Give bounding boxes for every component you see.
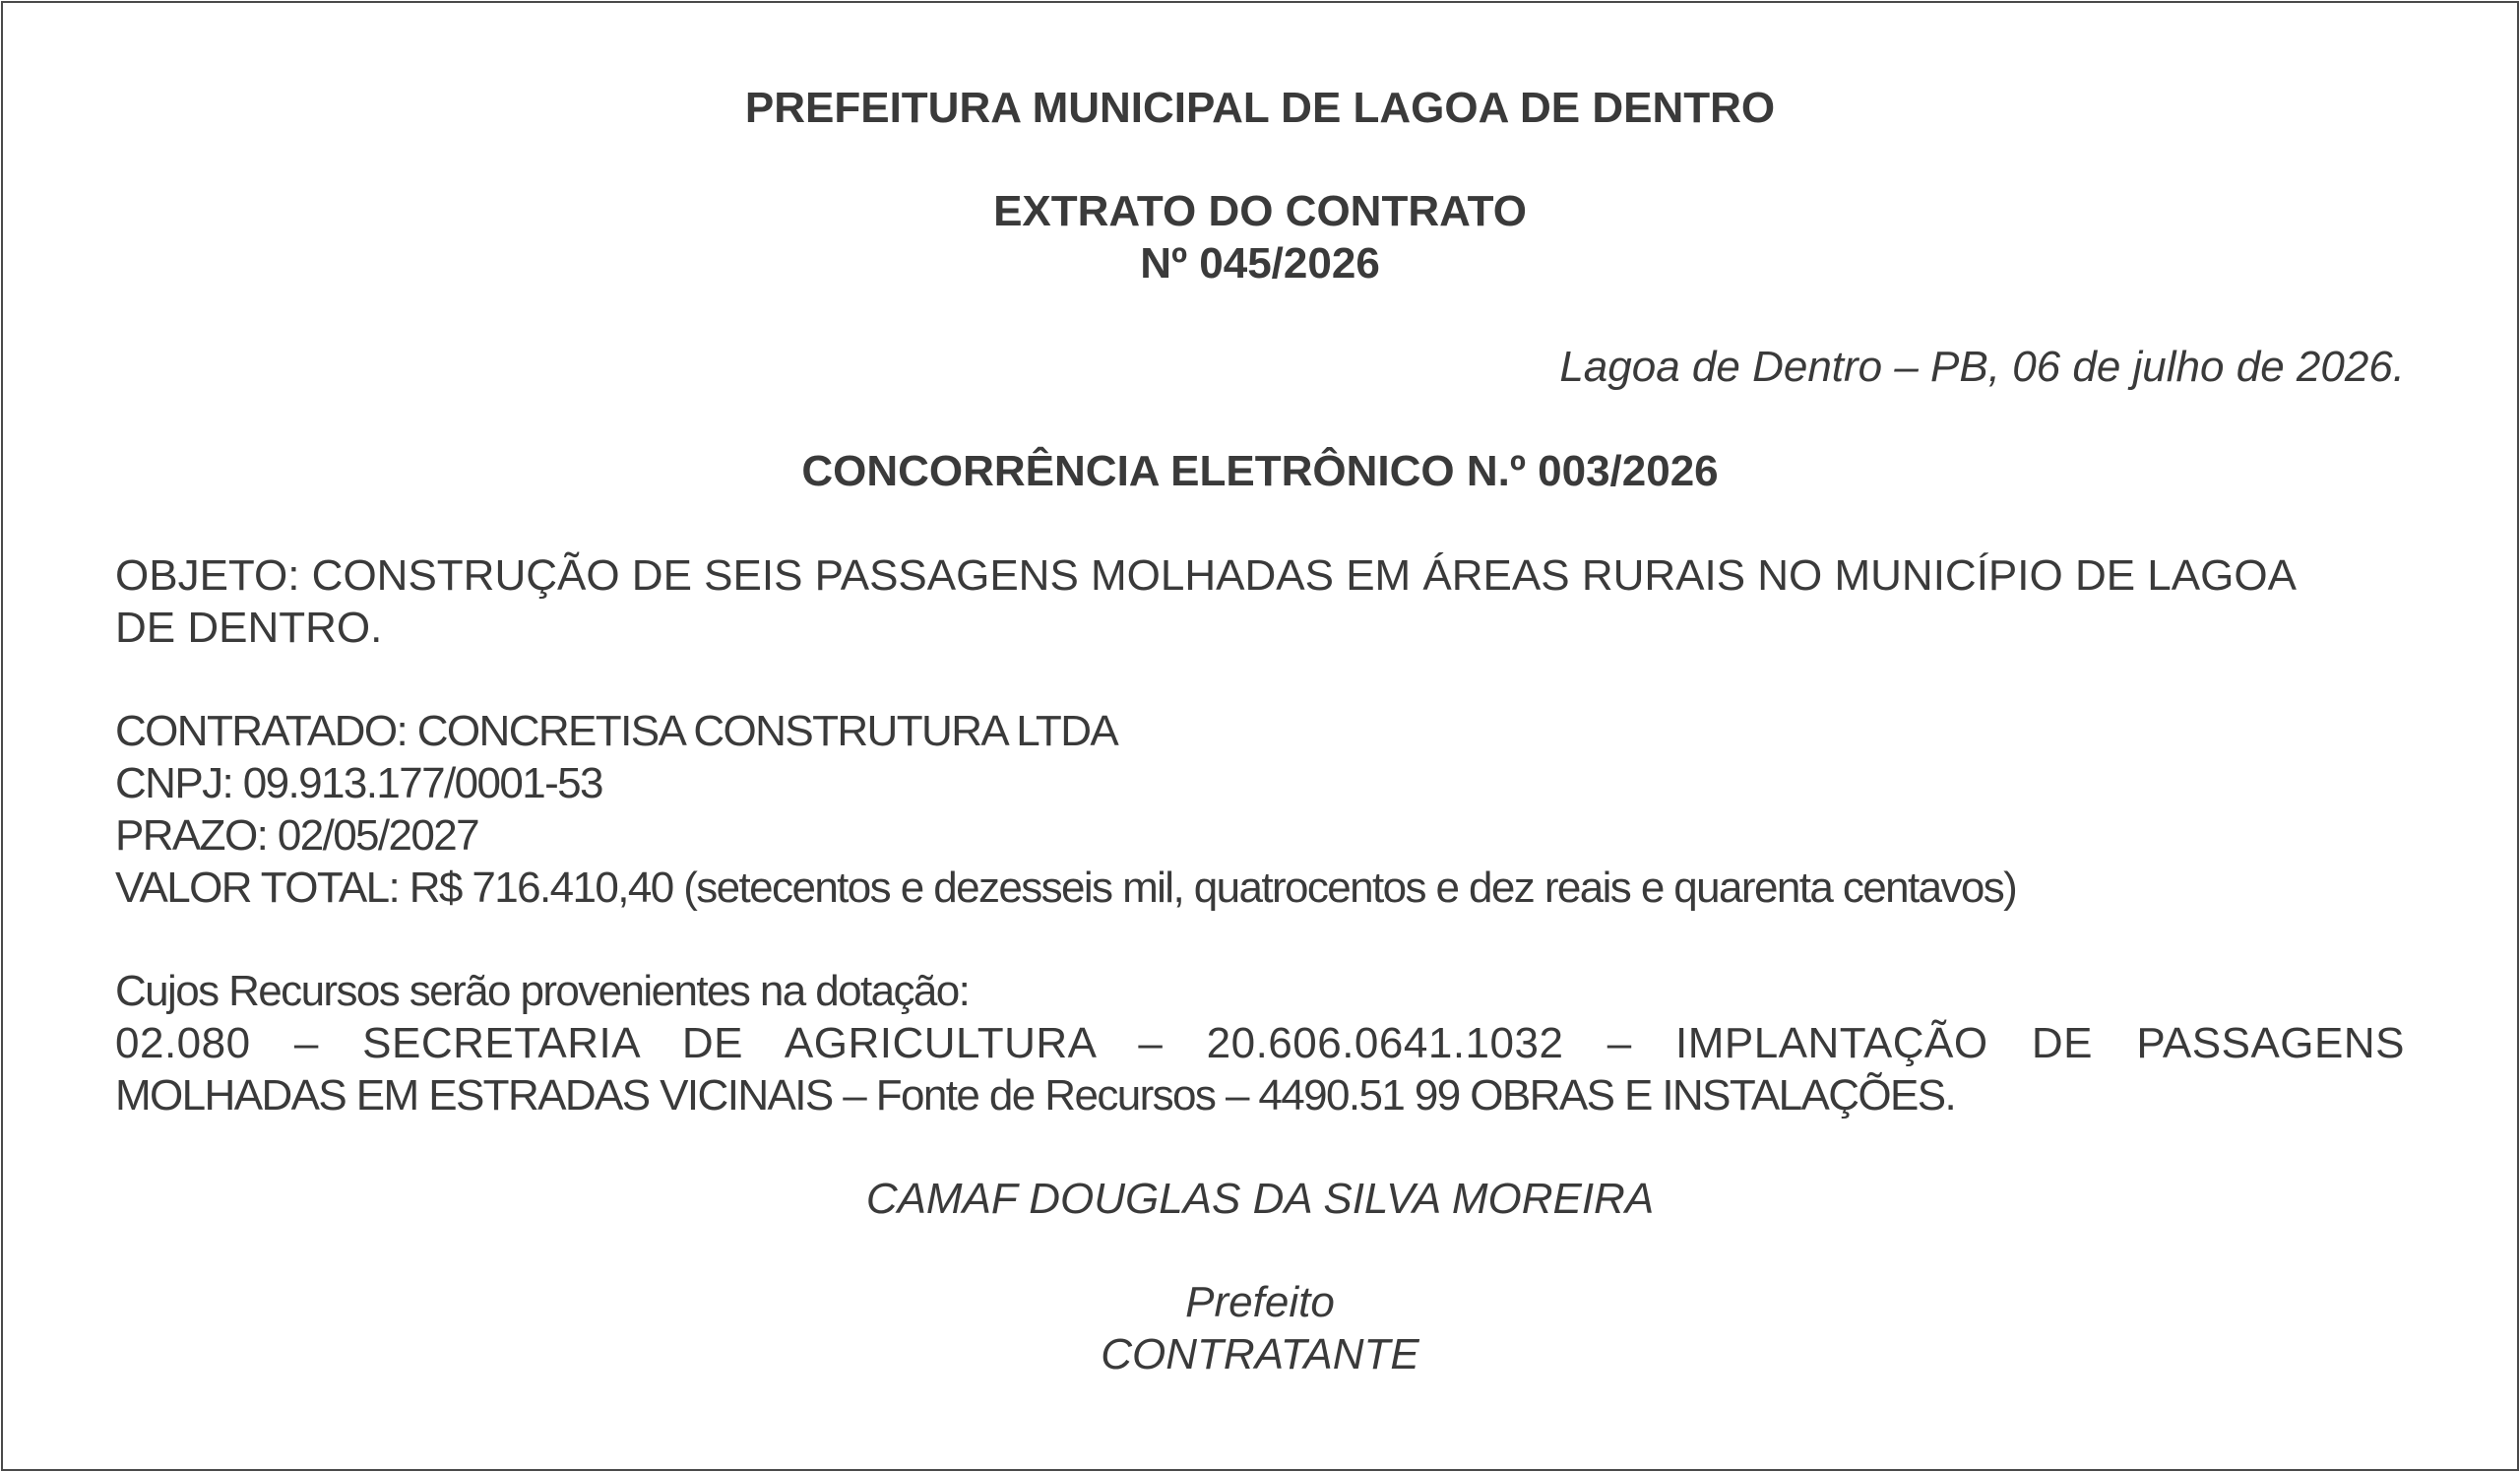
funding-intro: Cujos Recursos serão provenientes na dotação:	[115, 967, 970, 1015]
contract-number: Nº 045/2026	[1140, 239, 1380, 288]
object-line-2: DE DENTRO.	[115, 604, 383, 652]
signatory-role: Prefeito	[1185, 1278, 1335, 1326]
municipality-heading: PREFEITURA MUNICIPAL DE LAGOA DE DENTRO	[744, 84, 1776, 132]
funding-paragraph	[115, 965, 2405, 1121]
cnpj: CNPJ: 09.913.177/0001-53	[115, 759, 602, 807]
signatory-name: CAMAF DOUGLAS DA SILVA MOREIRA	[865, 1175, 1655, 1223]
object-paragraph	[115, 549, 2405, 654]
signatory-party: CONTRATANTE	[1101, 1330, 1419, 1378]
deadline: PRAZO: 02/05/2027	[115, 811, 479, 860]
funding-line-1-text: 02.080 – SECRETARIA DE AGRICULTURA – 20.606.0641.1032 – IMPLANTAÇÃO DE PASSAGENS	[115, 1019, 2405, 1067]
funding-line-2: MOLHADAS EM ESTRADAS VICINAIS – Fonte de Recursos – 4490.51 99 OBRAS E INSTALAÇÕES.	[115, 1071, 1956, 1120]
place-date: Lagoa de Dentro – PB, 06 de julho de 2026.	[1559, 343, 2405, 391]
procurement-heading: CONCORRÊNCIA ELETRÔNICO N.º 003/2026	[801, 447, 1719, 495]
funding-line-1	[115, 1017, 2405, 1069]
contractor: CONTRATADO: CONCRETISA CONSTRUTURA LTDA	[115, 707, 1118, 755]
contract-details	[115, 705, 2405, 914]
total-value: VALOR TOTAL: R$ 716.410,40 (setecentos e dezesseis mil, quatrocentos e dez reais e quarenta centavos)	[115, 864, 2017, 912]
document-title: EXTRATO DO CONTRATO	[993, 187, 1527, 235]
object-line-1: OBJETO: CONSTRUÇÃO DE SEIS PASSAGENS MOLHADAS EM ÁREAS RURAIS NO MUNICÍPIO DE LAGOA	[115, 551, 2297, 600]
